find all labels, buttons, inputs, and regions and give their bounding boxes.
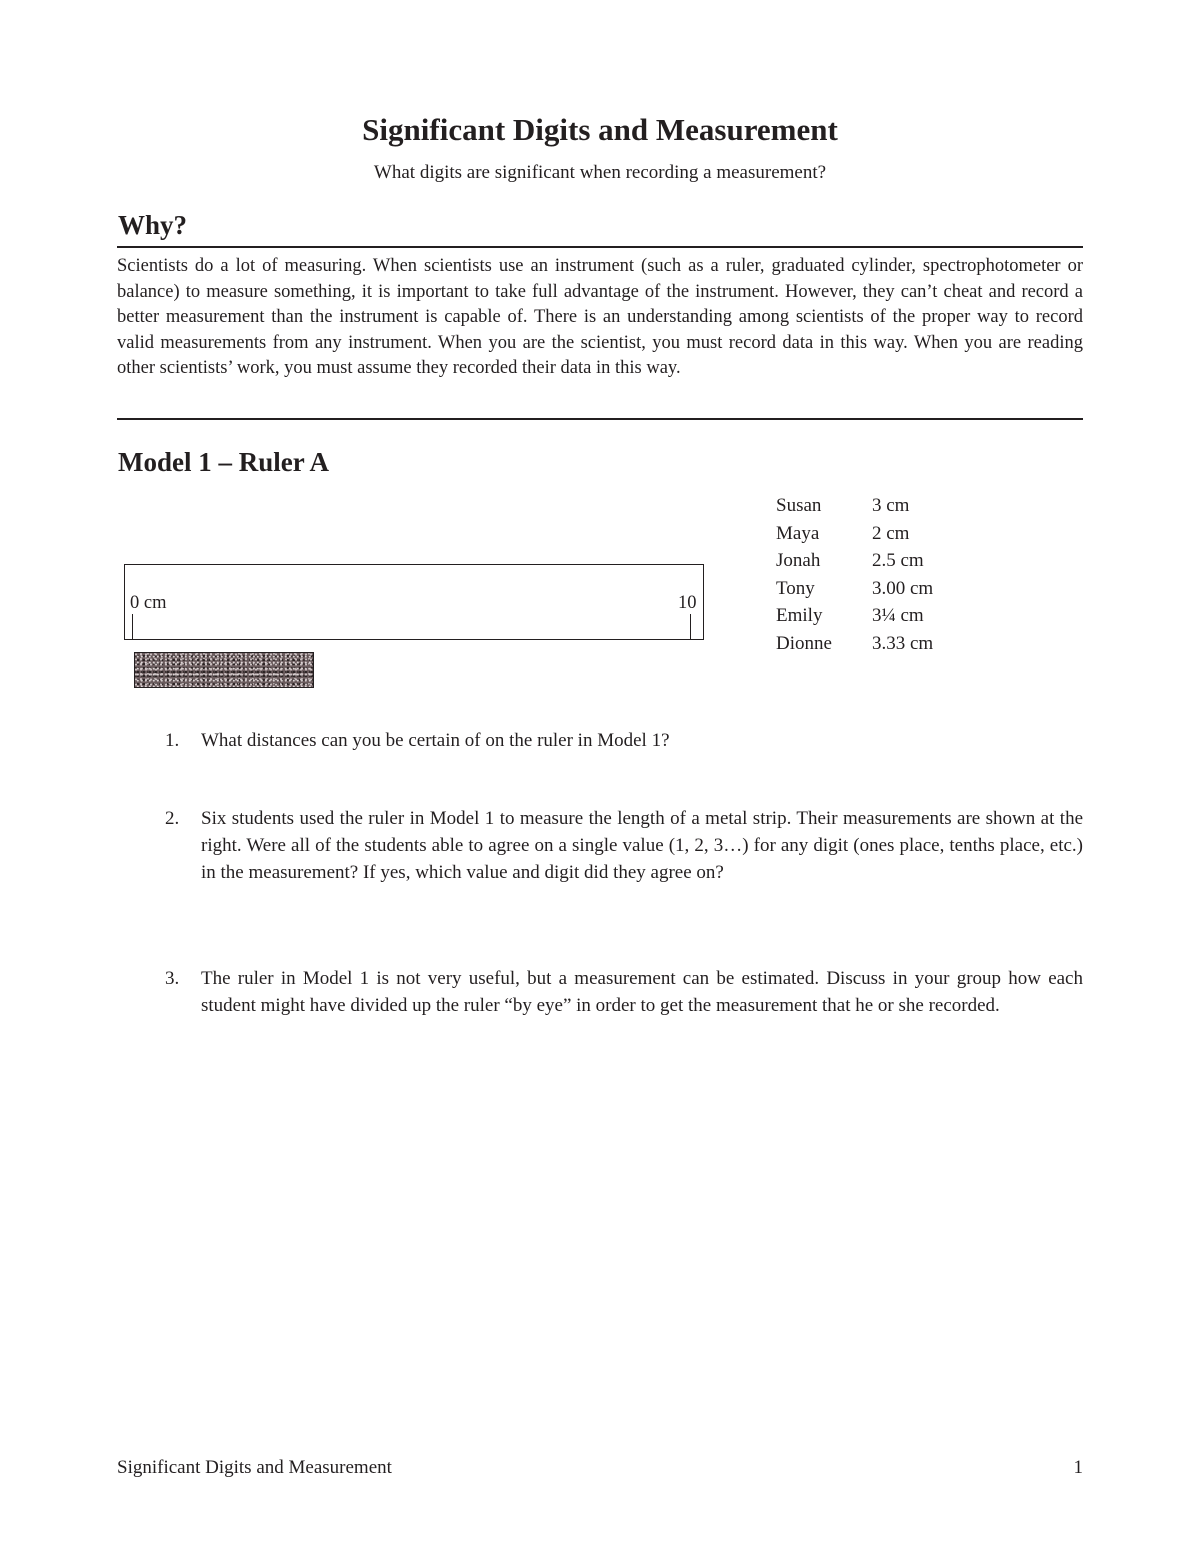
student-value: 3.00 cm xyxy=(872,577,934,599)
why-paragraph: Scientists do a lot of measuring. When scientists use an instrument (such as a ruler, graduated cylinder, spectrophotometer or balance) to measure something, it is important to take full advantage of the instrument. However, they can’t cheat and record a better measurement than the instrument is capable of. There is an understanding among scientists of the proper way to record valid measurements from any instrument. When you are the scientist, you must record data in this way. When you are reading other scientists’ work, you must assume they recorded their data in this way. xyxy=(117,256,1083,379)
ruler-label-zero: 0 cm xyxy=(130,593,167,613)
why-top-rule xyxy=(117,246,1083,248)
student-name: Emily xyxy=(776,605,823,626)
model-heading: Model 1 – Ruler A xyxy=(118,447,329,477)
student-measurements xyxy=(776,492,933,657)
question-3 xyxy=(165,965,1083,1019)
ruler-label-ten: 10 xyxy=(678,593,697,613)
student-name: Susan xyxy=(776,495,822,516)
measurement-row xyxy=(776,630,933,658)
footer-title: Significant Digits and Measurement xyxy=(117,1457,392,1478)
question-1 xyxy=(165,727,1083,754)
ruler-a xyxy=(124,564,704,640)
question-number: 1. xyxy=(165,730,180,751)
question-2 xyxy=(165,805,1083,886)
page-number: 1 xyxy=(1073,1457,1083,1478)
student-value: 3¼ cm xyxy=(872,605,924,626)
student-value: 3 cm xyxy=(872,495,910,516)
measurement-row xyxy=(776,547,933,575)
measurement-row xyxy=(776,520,933,548)
why-heading: Why? xyxy=(118,210,188,240)
student-name: Tony xyxy=(776,577,815,599)
student-value: 2.5 cm xyxy=(872,550,924,571)
metal-strip xyxy=(134,652,314,688)
student-name: Maya xyxy=(776,522,820,544)
measurement-row xyxy=(776,602,933,630)
student-value: 2 cm xyxy=(872,522,910,544)
question-text: Six students used the ruler in Model 1 to measure the length of a metal strip. Their measurements are shown at the right. Were all of the students able to agree on a single value (1, 2, 3…) for any digit (ones place, tenths place, etc.) in the measurement? If yes, which value and digit did they agree on? xyxy=(201,808,1083,883)
page-subtitle: What digits are significant when recording a measurement? xyxy=(373,162,827,183)
question-number: 2. xyxy=(165,808,180,829)
measurement-row xyxy=(776,575,933,603)
measurement-row xyxy=(776,492,933,520)
page-title: Significant Digits and Measurement xyxy=(362,112,838,147)
question-text: The ruler in Model 1 is not very useful, but a measurement can be estimated. Discuss in your group how each student might have divided up the ruler “by eye” in order to get the measurement that he or she recorded. xyxy=(201,968,1083,1016)
question-number: 3. xyxy=(165,968,180,989)
question-text: What distances can you be certain of on the ruler in Model 1? xyxy=(201,730,670,751)
student-name: Dionne xyxy=(776,632,832,654)
why-bottom-rule xyxy=(117,418,1083,420)
student-name: Jonah xyxy=(776,550,821,571)
ruler-tick-zero xyxy=(132,614,133,640)
student-value: 3.33 cm xyxy=(872,632,934,654)
ruler-tick-ten xyxy=(690,614,691,640)
